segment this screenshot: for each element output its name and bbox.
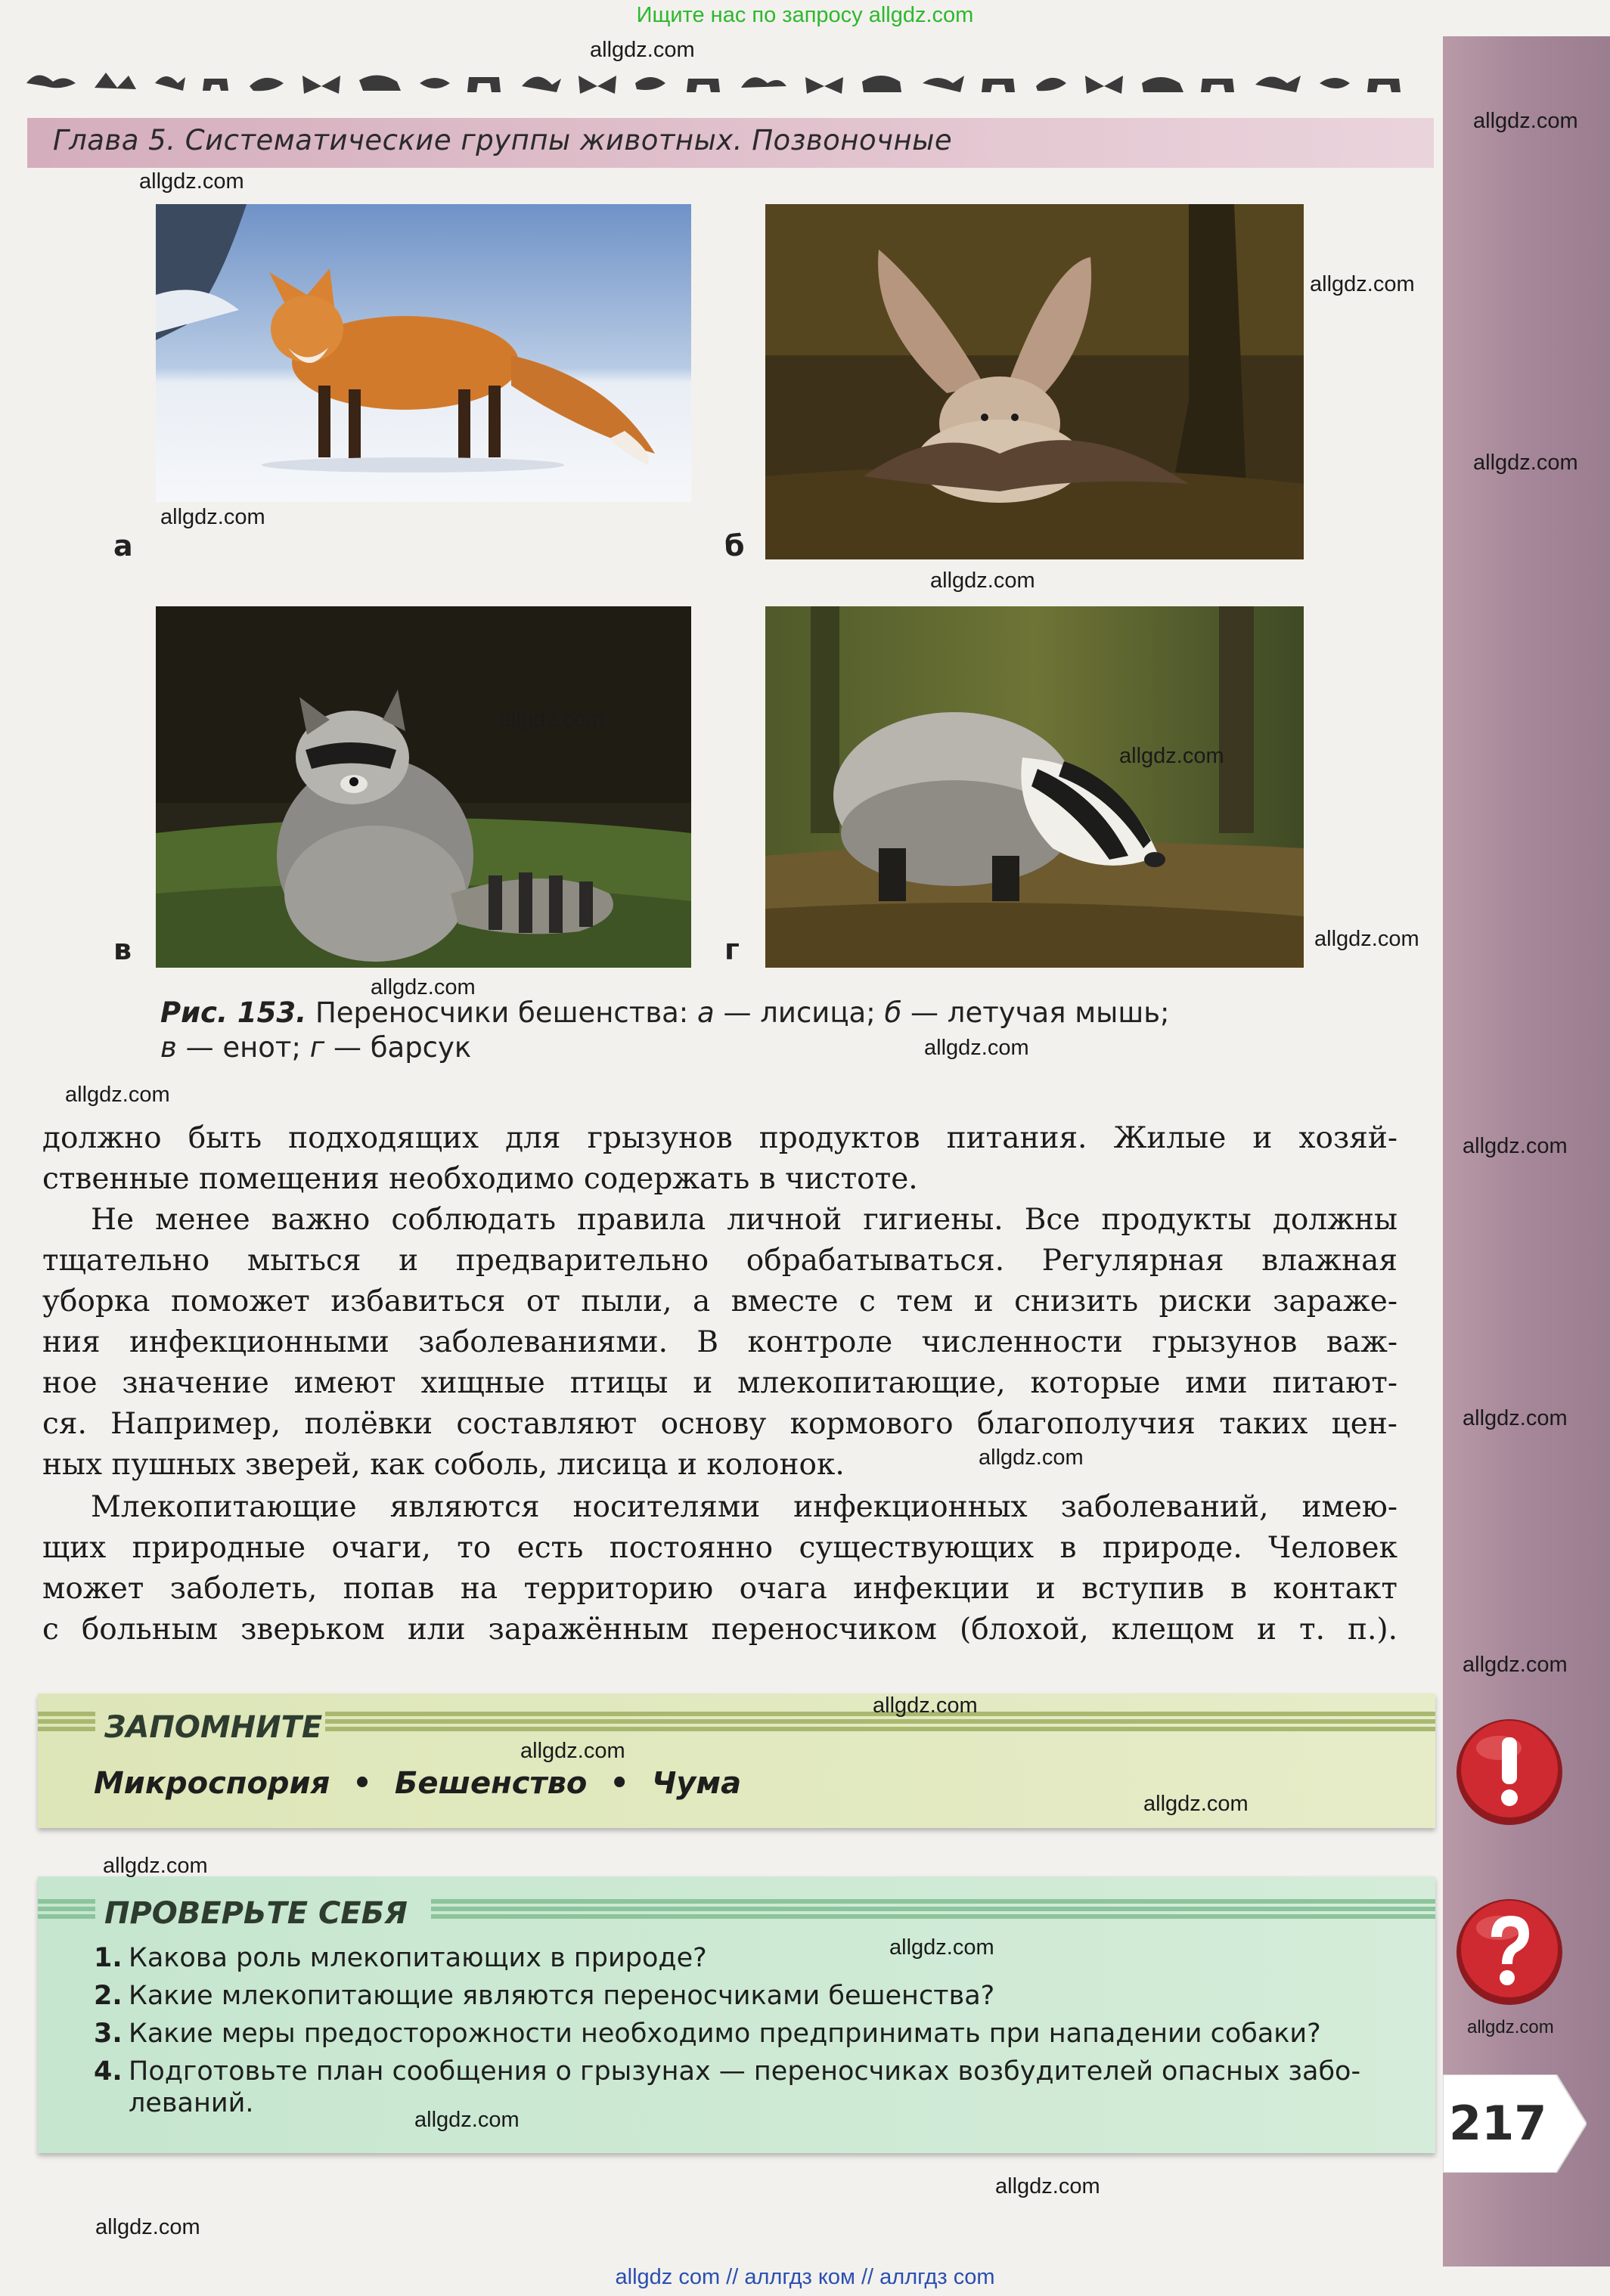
question-text: леваний. <box>129 2088 254 2118</box>
question-number: 3. <box>94 2019 123 2049</box>
bottom-note[interactable]: allgdz com // аллгдз ком // аллгдз com <box>615 2265 995 2289</box>
figure-caption-line-2 <box>160 1031 471 1064</box>
body-line: Млекопитающие являются носителями инфекционных заболеваний, имею- <box>91 1490 1398 1524</box>
question-item <box>94 1943 707 1973</box>
body-line: тщательно мыться и предварительно обрабатываться. Регулярная влажная <box>42 1244 1398 1278</box>
figure-caption-line-1 <box>160 996 1169 1029</box>
check-title: ПРОВЕРЬТЕ СЕБЯ <box>104 1896 408 1931</box>
remember-term: Бешенство <box>394 1766 588 1801</box>
body-line: ся. Например, полёвки составляют основу кормового благополучия таких цен- <box>42 1407 1398 1441</box>
watermark-text: allgdz.com <box>1467 2017 1554 2037</box>
caption-intro: Переносчики бешенства: <box>315 996 689 1029</box>
body-line: с больным зверьком или заражённым переносчиком (блохой, клещом и т. п.). <box>42 1613 1398 1647</box>
top-note[interactable]: Ищите нас по запросу allgdz.com <box>636 3 974 27</box>
caption-text-g: — барсук <box>333 1031 472 1064</box>
body-line: ное значение имеют хищные птицы и млекопитающие, которые ими питают- <box>42 1366 1398 1400</box>
caption-letter-v: в <box>160 1031 177 1064</box>
body-line: должно быть подходящих для грызунов продуктов питания. Жилые и хозяй- <box>42 1121 1398 1155</box>
question-text: Какова роль млекопитающих в природе? <box>129 1943 707 1973</box>
watermark-text: allgdz.com <box>1473 109 1578 133</box>
photo-letter-g: г <box>724 933 740 966</box>
body-line: может заболеть, попав на территорию очага инфекции и вступив в контакт <box>42 1572 1398 1606</box>
watermark-text: allgdz.com <box>95 2215 200 2239</box>
watermark-text: allgdz.com <box>995 2174 1100 2198</box>
question-text: Какие млекопитающие являются переносчиками бешенства? <box>129 1981 995 2011</box>
term-separator: • <box>610 1766 629 1801</box>
watermark-text: allgdz.com <box>520 1739 625 1763</box>
question-icon <box>1453 1896 1565 2008</box>
watermark-text: allgdz.com <box>1463 1134 1568 1158</box>
caption-letter-b: б <box>884 996 902 1029</box>
caption-text-v: — енот; <box>185 1031 301 1064</box>
remember-terms <box>94 1766 741 1801</box>
watermark-text: allgdz.com <box>889 1935 994 1960</box>
watermark-text: allgdz.com <box>371 975 476 999</box>
question-text: Какие меры предосторожности необходимо предпринимать при нападении собаки? <box>129 2019 1321 2049</box>
watermark-text: allgdz.com <box>930 569 1035 593</box>
watermark-text: allgdz.com <box>590 38 695 62</box>
question-item <box>94 2019 1321 2049</box>
watermark-text: allgdz.com <box>873 1693 978 1718</box>
watermark-text: allgdz.com <box>1119 744 1224 768</box>
remember-term: Чума <box>651 1766 742 1801</box>
question-item <box>94 1981 994 2011</box>
photo-letter-b: б <box>724 529 745 562</box>
body-line: уборка поможет избавиться от пыли, а вместе с тем и снизить риски зараже- <box>42 1284 1398 1318</box>
photo-badger <box>765 606 1304 968</box>
question-number: 4. <box>94 2056 123 2087</box>
watermark-text: allgdz.com <box>103 1854 208 1878</box>
watermark-text: allgdz.com <box>1143 1792 1249 1816</box>
page-number: 217 <box>1449 2096 1547 2151</box>
watermark-text: allgdz.com <box>924 1036 1029 1060</box>
caption-letter-g: г <box>309 1031 325 1064</box>
body-line: ния инфекционными заболеваниями. В контроле численности грызунов важ- <box>42 1325 1398 1359</box>
term-separator: • <box>352 1766 372 1801</box>
watermark-text: allgdz.com <box>65 1083 170 1107</box>
animal-silhouette-strip-icon <box>23 60 1414 101</box>
body-line: ных пушных зверей, как соболь, лисица и колонок. <box>42 1448 845 1482</box>
watermark-text: allgdz.com <box>1463 1406 1568 1430</box>
caption-label: Рис. 153. <box>160 996 307 1029</box>
photo-raccoon <box>156 606 691 968</box>
watermark-text: allgdz.com <box>1463 1653 1568 1677</box>
body-line: Не менее важно соблюдать правила личной гигиены. Все продукты должны <box>91 1203 1398 1237</box>
photo-bat <box>765 204 1304 559</box>
remember-term: Микроспория <box>94 1766 330 1801</box>
caption-text-b: — летучая мышь; <box>910 996 1170 1029</box>
photo-fox <box>156 204 691 502</box>
question-number: 1. <box>94 1943 123 1973</box>
caption-text-a: — лисица; <box>723 996 876 1029</box>
exclamation-icon <box>1453 1716 1565 1828</box>
watermark-text: allgdz.com <box>1473 451 1578 475</box>
caption-letter-a: а <box>697 996 715 1029</box>
photo-letter-a: а <box>113 529 133 562</box>
question-item <box>94 2088 253 2118</box>
question-text: Подготовьте план сообщения о грызунах — переносчиках возбудителей опасных забо- <box>129 2056 1361 2087</box>
body-line: щих природные очаги, то есть постоянно существующих в природе. Человек <box>42 1531 1398 1565</box>
question-item <box>94 2056 1360 2087</box>
remember-title: ЗАПОМНИТЕ <box>104 1710 323 1745</box>
watermark-text: allgdz.com <box>1310 272 1415 296</box>
chapter-title: Глава 5. Систематические группы животных. Позвоночные <box>53 124 953 156</box>
watermark-text: allgdz.com <box>1314 927 1419 951</box>
watermark-text: allgdz.com <box>414 2108 520 2132</box>
watermark-text: allgdz.com <box>979 1445 1084 1470</box>
watermark-text: allgdz.com <box>160 505 265 529</box>
watermark-text: allgdz.com <box>139 169 244 194</box>
photo-letter-v: в <box>113 933 132 966</box>
body-line: ственные помещения необходимо содержать в чистоте. <box>42 1162 918 1196</box>
watermark-text: allgdz.com <box>499 708 604 732</box>
question-number: 2. <box>94 1981 123 2011</box>
